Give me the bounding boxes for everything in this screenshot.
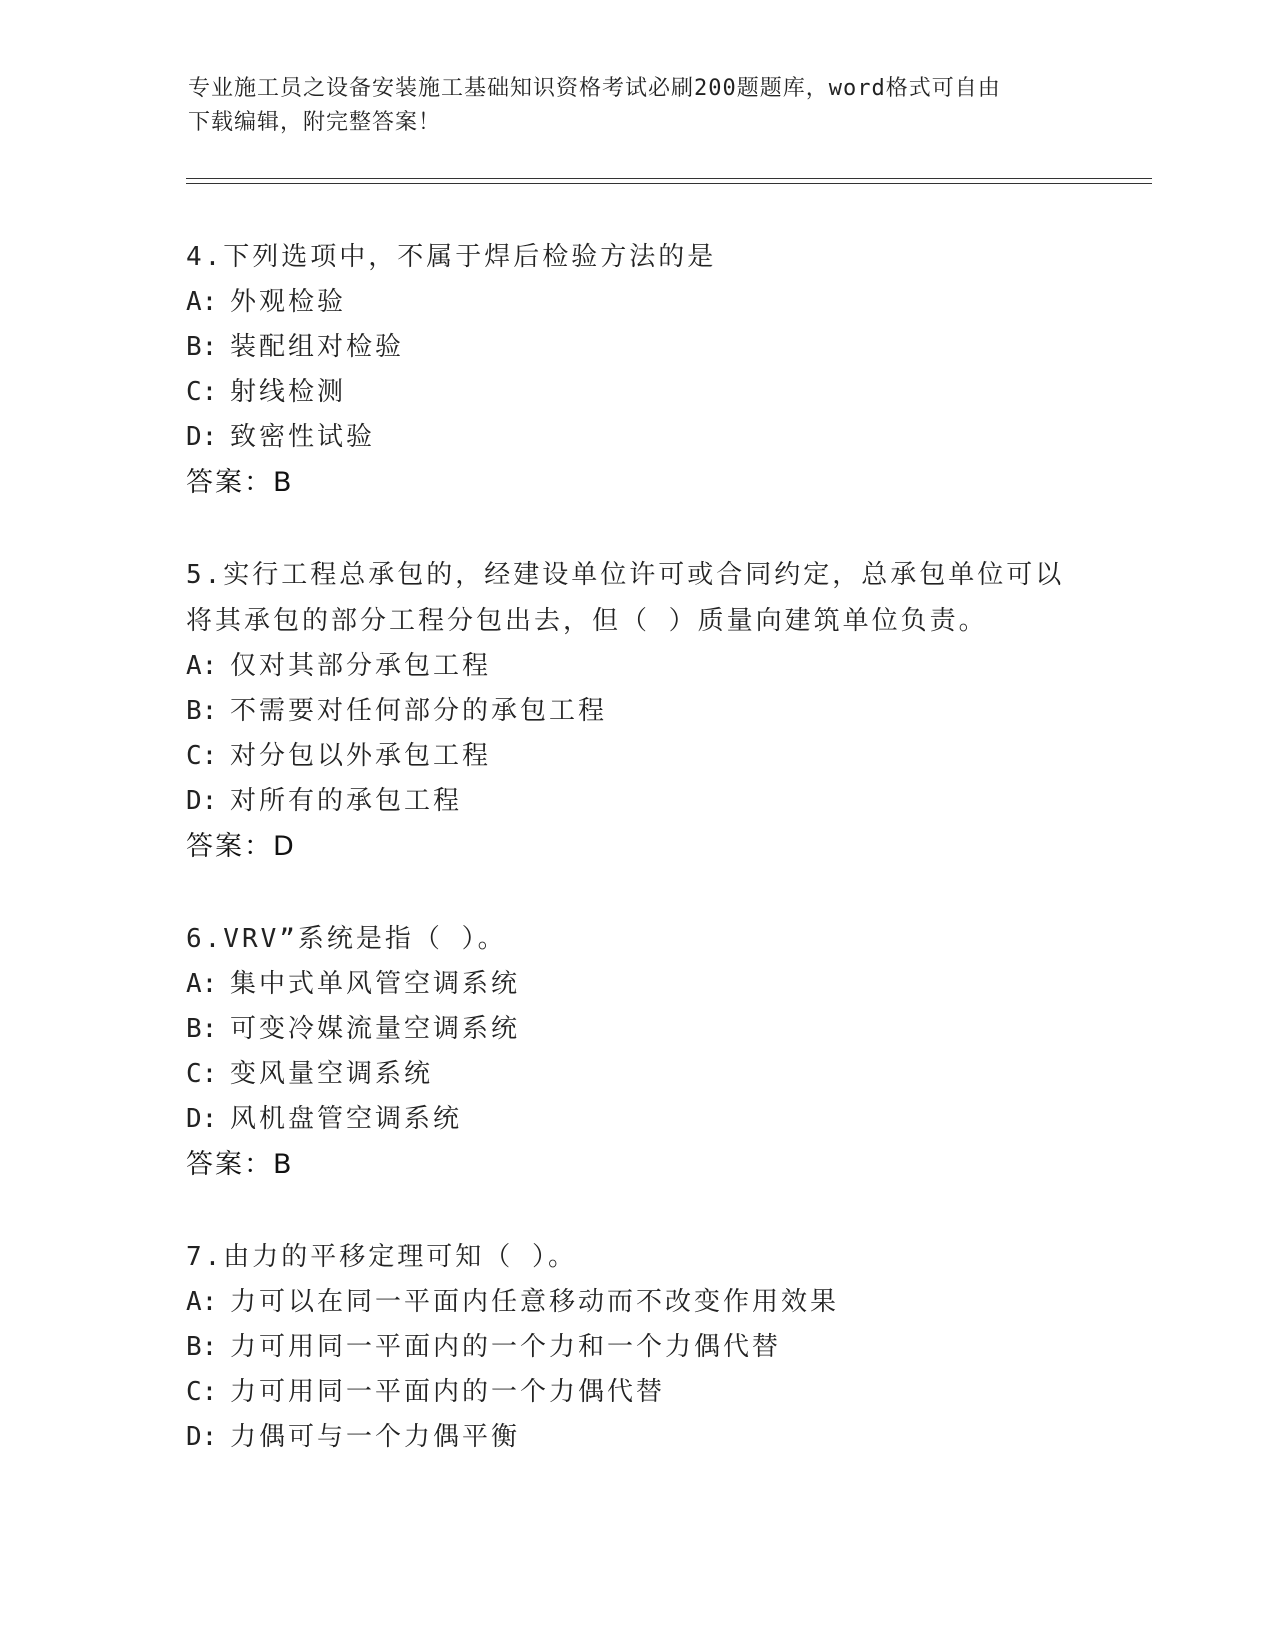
option-text: 集中式单风管空调系统 [230, 969, 521, 999]
option-c [186, 1370, 1086, 1415]
option-text: 力可用同一平面内的一个力偶代替 [230, 1377, 666, 1407]
option-text: 可变冷媒流量空调系统 [230, 1014, 521, 1044]
option-letter: C: [186, 1377, 218, 1407]
option-letter: D: [186, 1422, 218, 1452]
option-b [186, 325, 1086, 370]
question-title-continued: 将其承包的部分工程分包出去，但（ ）质量向建筑单位负责。 [186, 606, 988, 636]
option-d [186, 1097, 1086, 1142]
option-c [186, 370, 1086, 415]
option-letter: D: [186, 422, 218, 452]
question-5 [186, 552, 1086, 870]
document-header [188, 72, 1088, 140]
option-letter: D: [186, 786, 218, 816]
option-d [186, 415, 1086, 460]
option-text: 对所有的承包工程 [230, 786, 463, 816]
option-letter: B: [186, 696, 218, 726]
option-b [186, 1007, 1086, 1052]
option-a [186, 644, 1086, 689]
question-title: 6.VRV”系统是指（ ）。 [186, 924, 507, 954]
option-c [186, 734, 1086, 779]
option-text: 不需要对任何部分的承包工程 [230, 696, 608, 726]
option-letter: D: [186, 1104, 218, 1134]
option-text: 力可以在同一平面内任意移动而不改变作用效果 [230, 1287, 840, 1317]
option-a [186, 1280, 1086, 1325]
option-b [186, 1325, 1086, 1370]
header-line-1: 专业施工员之设备安装施工基础知识资格考试必刷200题题库，word格式可自由 [188, 76, 1001, 101]
option-d [186, 1415, 1086, 1460]
header-line-2: 下载编辑，附完整答案！ [188, 110, 442, 135]
question-list [186, 234, 1086, 1506]
option-text: 射线检测 [230, 377, 347, 407]
option-letter: A: [186, 651, 218, 681]
option-letter: C: [186, 1059, 218, 1089]
option-text: 力偶可与一个力偶平衡 [230, 1422, 521, 1452]
question-title: 5.实行工程总承包的，经建设单位许可或合同约定，总承包单位可以 [186, 560, 1065, 590]
answer-label: 答案：B [186, 467, 294, 498]
option-d [186, 779, 1086, 824]
option-text: 装配组对检验 [230, 332, 405, 362]
option-text: 变风量空调系统 [230, 1059, 434, 1089]
option-letter: C: [186, 741, 218, 771]
option-a [186, 962, 1086, 1007]
option-text: 对分包以外承包工程 [230, 741, 492, 771]
option-letter: A: [186, 969, 218, 999]
option-letter: B: [186, 1332, 218, 1362]
option-text: 外观检验 [230, 287, 347, 317]
option-letter: A: [186, 287, 218, 317]
header-divider [186, 178, 1152, 184]
question-7 [186, 1234, 1086, 1460]
option-a [186, 280, 1086, 325]
option-text: 力可用同一平面内的一个力和一个力偶代替 [230, 1332, 782, 1362]
question-title: 7.由力的平移定理可知（ ）。 [186, 1242, 577, 1272]
option-text: 风机盘管空调系统 [230, 1104, 463, 1134]
answer-label: 答案：D [186, 831, 296, 862]
option-text: 仅对其部分承包工程 [230, 651, 492, 681]
option-text: 致密性试验 [230, 422, 376, 452]
option-letter: B: [186, 1014, 218, 1044]
option-c [186, 1052, 1086, 1097]
answer-label: 答案：B [186, 1149, 294, 1180]
question-4 [186, 234, 1086, 506]
option-letter: A: [186, 1287, 218, 1317]
option-letter: B: [186, 332, 218, 362]
option-letter: C: [186, 377, 218, 407]
question-6 [186, 916, 1086, 1188]
option-b [186, 689, 1086, 734]
question-title: 4.下列选项中，不属于焊后检验方法的是 [186, 242, 717, 272]
